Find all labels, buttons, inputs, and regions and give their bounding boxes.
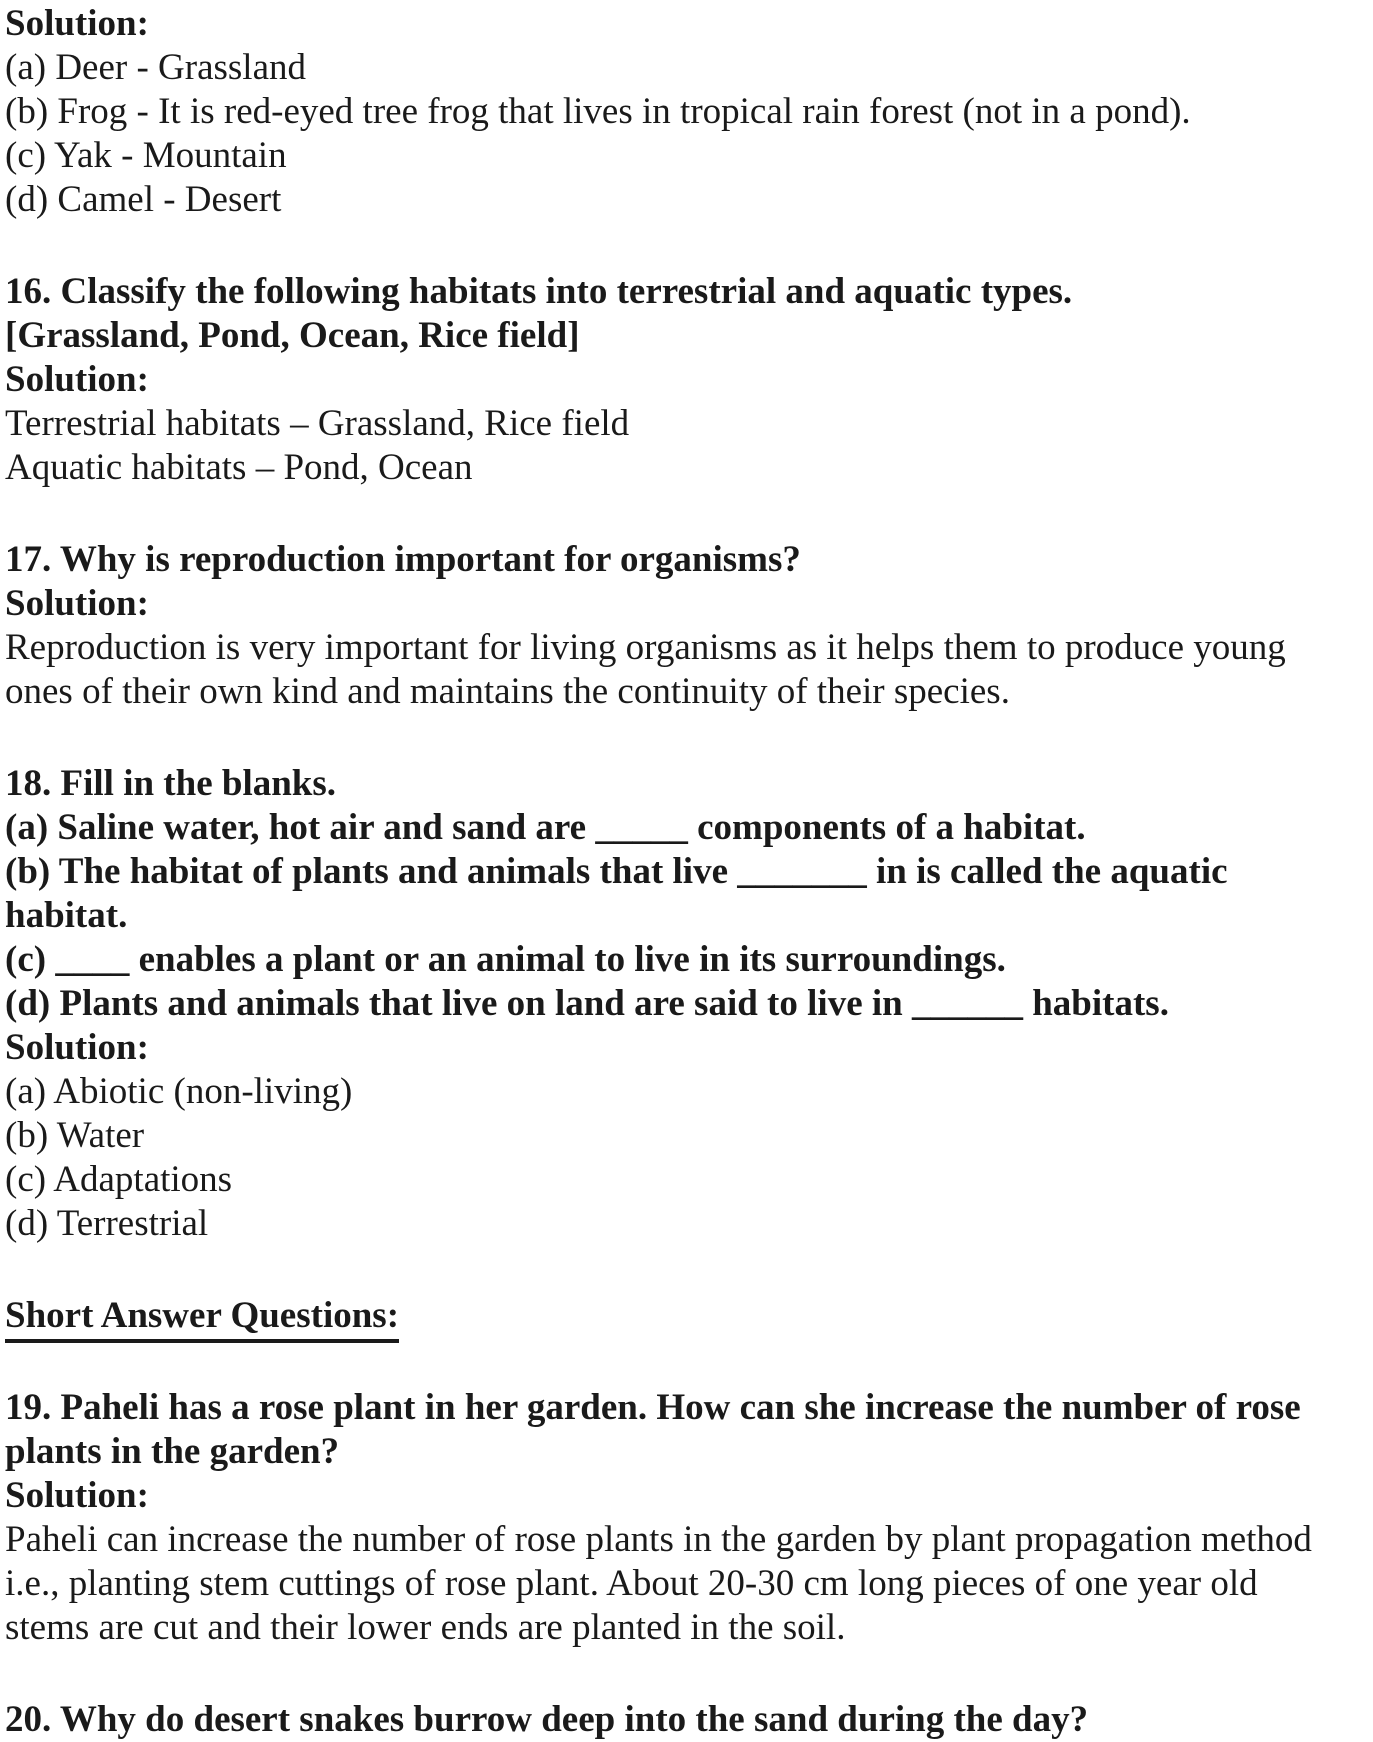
solution-heading: Solution: (5, 3, 149, 44)
question-20: 20. Why do desert snakes burrow deep into the sand during the day? (5, 1699, 1089, 1740)
blank-line (5, 490, 1369, 538)
answer-item-a: (a) Abiotic (non-living) (5, 1071, 353, 1112)
question-17: 17. Why is reproduction important for organisms? (5, 539, 801, 580)
answer-terrestrial: Terrestrial habitats – Grassland, Rice field (5, 403, 630, 444)
question-16: 16. Classify the following habitats into terrestrial and aquatic types. (5, 271, 1073, 312)
answer-item-b: (b) Water (5, 1115, 145, 1156)
solution-heading: Solution: (5, 1475, 149, 1516)
blank-line (5, 1246, 1369, 1294)
solution-item-a: (a) Deer - Grassland (5, 47, 306, 88)
blank-item-b-cont: habitat. (5, 895, 128, 936)
solution-heading: Solution: (5, 583, 149, 624)
solution-item-d: (d) Camel - Desert (5, 179, 282, 220)
blank-item-b: (b) The habitat of plants and animals that live _______ in is called the aquatic (5, 851, 1228, 892)
blank-item-d: (d) Plants and animals that live on land are said to live in ______ habitats. (5, 983, 1169, 1024)
blank-line (5, 1650, 1369, 1698)
blank-line (5, 222, 1369, 270)
answer-line: Paheli can increase the number of rose plants in the garden by plant propagation method (5, 1519, 1312, 1560)
answer-line: ones of their own kind and maintains the continuity of their species. (5, 671, 1010, 712)
question-19: 19. Paheli has a rose plant in her garden. How can she increase the number of rose (5, 1387, 1301, 1428)
answer-line: Reproduction is very important for living organisms as it helps them to produce young (5, 627, 1286, 668)
answer-item-c: (c) Adaptations (5, 1159, 233, 1200)
blank-item-a: (a) Saline water, hot air and sand are _____ components of a habitat. (5, 807, 1086, 848)
solution-heading: Solution: (5, 1027, 149, 1068)
blank-line (5, 714, 1369, 762)
answer-line: stems are cut and their lower ends are planted in the soil. (5, 1607, 846, 1648)
question-18: 18. Fill in the blanks. (5, 763, 337, 804)
blank-line (5, 1338, 1369, 1386)
question-19-cont: plants in the garden? (5, 1431, 340, 1472)
solution-heading: Solution: (5, 359, 149, 400)
section-heading: Short Answer Questions: (5, 1294, 399, 1343)
solution-item-b: (b) Frog - It is red-eyed tree frog that lives in tropical rain forest (not in a pond). (5, 91, 1191, 132)
answer-aquatic: Aquatic habitats – Pond, Ocean (5, 447, 473, 488)
answer-line: i.e., planting stem cuttings of rose plant. About 20-30 cm long pieces of one year old (5, 1563, 1258, 1604)
section-heading-row (5, 1294, 1369, 1338)
solution-item-c: (c) Yak - Mountain (5, 135, 287, 176)
blank-item-c: (c) ____ enables a plant or an animal to live in its surroundings. (5, 939, 1006, 980)
question-16-options: [Grassland, Pond, Ocean, Rice field] (5, 315, 580, 356)
answer-item-d: (d) Terrestrial (5, 1203, 209, 1244)
